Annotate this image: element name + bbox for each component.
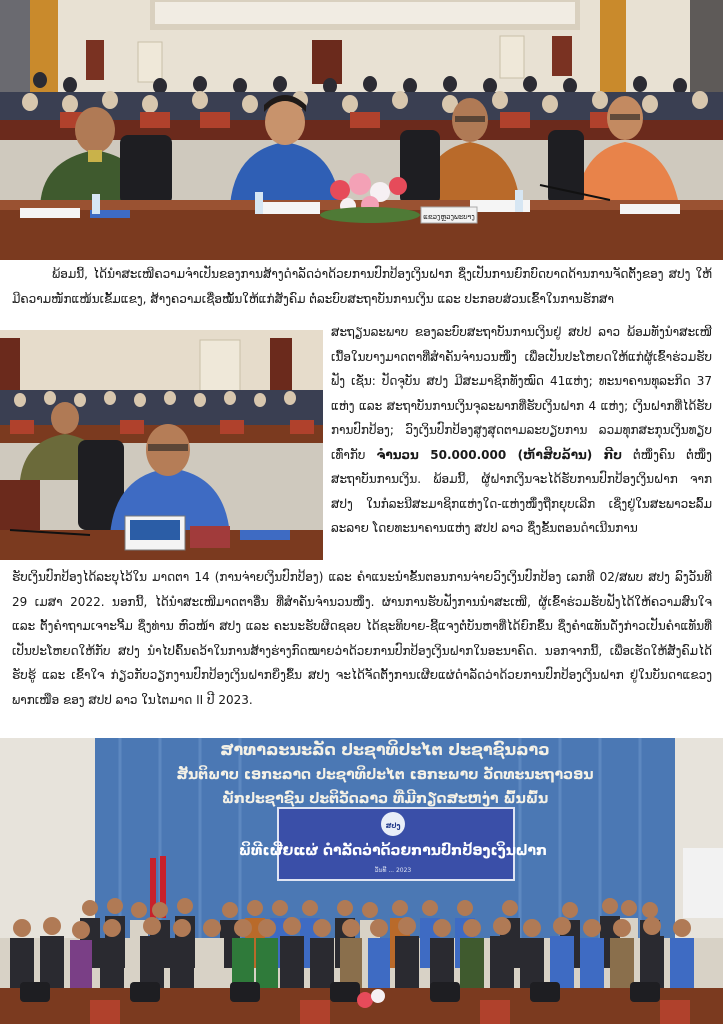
article-paragraph-2	[331, 320, 712, 541]
top-photo-nameplate: ແຂວງຫຼວງພະບາງ	[423, 213, 475, 221]
banner-line-3: ພັກປະຊາຊົນ ປະຕິວັດລາວ ທີ່ມີກຽດສະຫງ່າ ພົ້ນພົ້ນ	[221, 791, 549, 807]
paragraph-2-amount: ຈຳນວນ 50.000.000 (ຫ້າສິບລ້ານ) ກີບ	[376, 447, 622, 462]
paragraph-2-tail: ຕໍ່ໜຶ່ງຄົນ ຕໍ່ໜຶ່ງສະຖາບັນການເງິນ. ພ້ອມນີ້, ຜູ້ຝາກເງິນຈະໄດ້ຮັບການປົກປ້ອງເງິນຝາກ ຈາກ ສປງ ໃນກໍລະນີສະມາຊິກແຫ່ງໃດ-ແຫ່ງໜຶ່ງຖືກຍຸບເລີກ ເຊິ່ງຢູ່ໃນສະພາວະລົ້ມລະລາຍ ໂດຍທະນາຄານແຫ່ງ ສປປ ລາວ ຊຶ່ງຂັ້ນຕອນດຳເນີນການ	[331, 447, 712, 535]
screen-title: ພິທີເຜີຍແຜ່ ດຳລັດວ່າດ້ວຍການປົກປ້ອງເງິນຝາກ	[238, 843, 548, 859]
article-paragraph-3: ຮັບເງິນປົກປ້ອງໄດ້ລະບຸໄວ້ໃນ ມາດຕາ 14 (ການຈ່າຍເງິນປົກປ້ອງ) ແລະ ຄຳແນະນຳຂັ້ນຕອນການຈ່າຍວົງເງິນປົກປ້ອງ ເລກທີ 02/ສພບ ສປງ ລົງວັນທີ 29 ເມສາ 2022. ນອກນີ້, ໄດ້ນຳສະເໜີມາດຕາອື່ນ ທີ່ສຳຄັນຈຳນວນໜຶ່ງ. ຜ່ານການຮັບຟັງການນຳສະເໜີ, ຜູ້ເຂົ້າຮ່ວມຮັບຟັງໄດ້ໃຫ້ຄວາມສົນໃຈ ແລະ ຕັ້ງຄຳຖາມເຈາະຈີ້ມ ຊຶ່ງທ່ານ ຫົວໜ້າ ສປງ ແລະ ຄະນະຮັບຜິດຊອບ ໄດ້ຊະທິບາຍ-ຊີ້ແຈງຕໍ່ບັນຫາທີ່ໄດ້ຍົກຂຶ້ນ ຊຶ່ງຄຳແທັນດັ່ງກ່າວເປັນຄຳແທັນທີ່ເປັນປະໂຫຍດໃຫ້ກັບ ສປງ ນຳໄປຄົ້ນຄວ້າໃນການສ້າງຮ່າງກົດໝາຍວ່າດ້ວຍການປົກປ້ອງເງິນຝາກໃນອະນາຄົດ. ນອກຈາກນີ້, ເພື່ອເຮັດໃຫ້ສັງຄົມໄດ້ຮັບຮູ້ ແລະ ເຂົ້າໃຈ ກ່ຽວກັບວຽກງານປົກປ້ອງເງິນຝາກຍິ່ງຂຶ້ນ ສປງ ຈະໄດ້ຈັດຕັ້ງການເຜີຍແຜ່ດຳລັດວ່າດ້ວຍການປົກປ້ອງເງິນຝາກ ຢູ່ໃນບັນດາແຂວງພາກເໜືອ ຂອງ ສປປ ລາວ ໃນໄຕມາດ II ປີ 2023.	[12, 570, 712, 707]
screen-logo: ສປງ	[385, 822, 401, 830]
banner-line-2: ສັນຕິພາບ ເອກະລາດ ປະຊາທິປະໄຕ ເອກະພາບ ວັດທະນະຖາວອນ	[176, 767, 594, 783]
screen-subtitle: ວັນທີ ... 2023	[374, 867, 412, 874]
paragraph-2-lead: ສະຖຽນລະພາບ ຂອງລະບົບສະຖາບັນການເງິນຢູ່ ສປປ ລາວ ພ້ອມທັງນຳສະເໜີເນື້ອໃນບາງມາດຕາທີ່ສຳຄັນຈຳນວນໜຶ່ງ ເພື່ອເປັນປະໂຫຍດໃຫ້ແກ່ຜູ້ເຂົ້າຮ່ວມຮັບຟັງ ເຊັ່ນ: ປັດຈຸບັນ ສປງ ມີສະມາຊິກທັງໝົດ 41ແຫ່ງ; ທະນາຄານທຸລະກິດ 37 ແຫ່ງ ແລະ ສະຖາບັນການເງິນຈຸລະພາກທີ່ຮັບເງິນຝາກ 4 ແຫ່ງ; ເງິນຝາກທີ່ໄດ້ຮັບການປົກປ້ອງ; ວົງເງິນປົກປ້ອງສູງສຸດຕາມລະບຽບການ ລວມທຸກສະກຸນເງິນທຽບເທົ່າກັບ	[331, 325, 712, 462]
middle-meeting-photo	[0, 330, 323, 560]
article-paragraph-1: ພ້ອມນີ້, ໄດ້ນຳສະເໜີຄວາມຈຳເປັນຂອງການສ້າງດຳລັດວ່າດ້ວຍການປົກປ້ອງເງິນຝາກ ຊຶ່ງເປັນການຍົກບົດບາດດ້ານການຈັດຕັ້ງຂອງ ສປງ ໃຫ້ມີຄວາມໜັກແໜ້ນເຂັ້ມແຂງ, ສ້າງຄວາມເຊື່ອໝັ້ນໃຫ້ແກ່ສັງຄົມ ຕໍ່ລະບົບສະຖາບັນການເງິນ ແລະ ປະກອບສ່ວນເຂົ້າໃນການຮັກສາ	[12, 267, 712, 306]
group-photo	[0, 738, 723, 1024]
top-meeting-photo	[0, 0, 723, 260]
banner-line-1: ສາທາລະນະລັດ ປະຊາທິປະໄຕ ປະຊາຊົນລາວ	[220, 740, 550, 759]
